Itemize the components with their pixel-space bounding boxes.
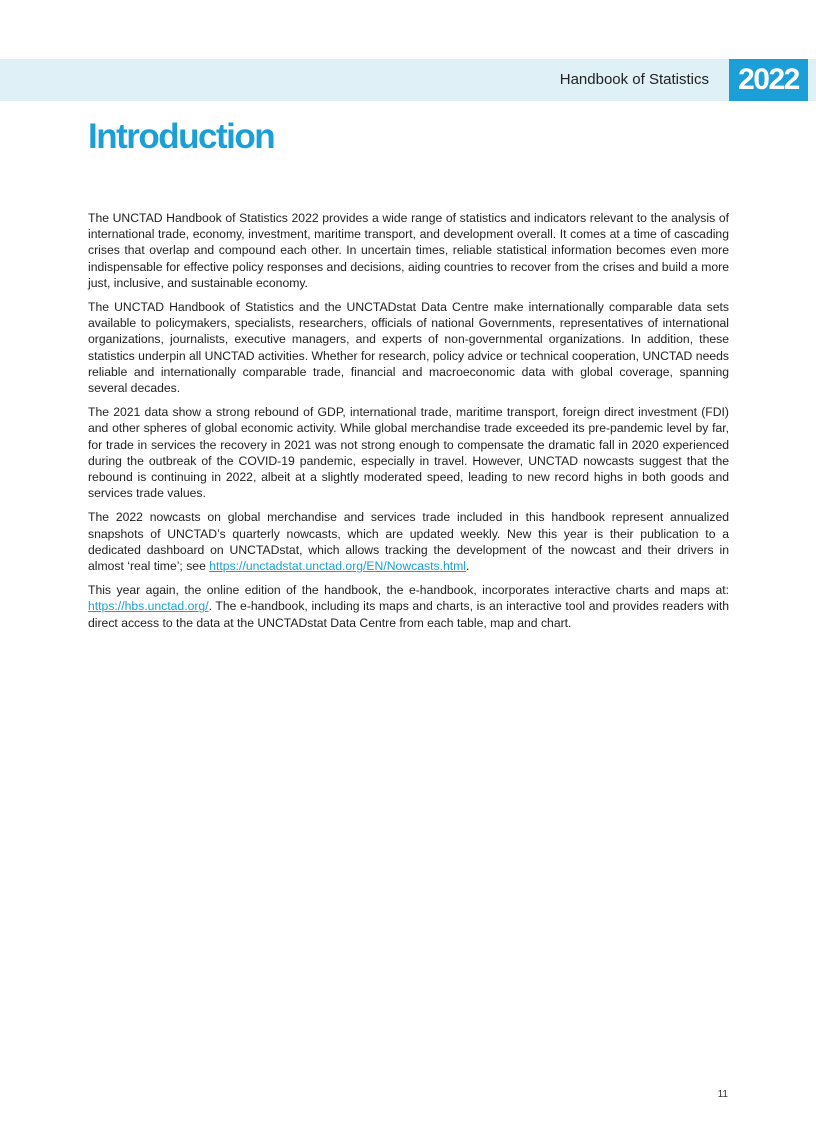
paragraph-4-text: The 2022 nowcasts on global merchandise and services trade included in this handbook represent annualized snapshots of UNCTAD’s quarterly nowcasts, which are updated weekly. New this year is their publication to a dedicated dashboard on UNCTADstat, which allows tracking the development of the nowcast and their drivers in almost ‘real time’; see: [88, 510, 729, 574]
paragraph-2: The UNCTAD Handbook of Statistics and the UNCTADstat Data Centre make internationally comparable data sets available to policymakers, specialists, researchers, officials of national Governments, representatives of international organizations, journalists, executive managers, and experts of non-governmental organizations. In addition, these statistics underpin all UNCTAD activities. Whether for research, policy advice or technical cooperation, UNCTAD needs reliable and internationally comparable trade, financial and macroeconomic data with global coverage, spanning several decades.: [88, 300, 729, 396]
paragraph-4-end: .: [466, 559, 470, 574]
year-badge: 2022: [729, 59, 808, 101]
header-title: Handbook of Statistics: [559, 71, 709, 88]
body-text: [88, 210, 729, 639]
nowcasts-link[interactable]: https://unctadstat.unctad.org/EN/Nowcasts.html: [209, 559, 466, 574]
paragraph-4: [88, 509, 729, 574]
paragraph-5-text: This year again, the online edition of the handbook, the e-handbook, incorporates interactive charts and maps at:: [88, 583, 729, 598]
paragraph-3: The 2021 data show a strong rebound of GDP, international trade, maritime transport, foreign direct investment (FDI) and other spheres of global economic activity. While global merchandise trade exceeded its pre-pandemic level by far, for trade in services the recovery in 2021 was not strong enough to compensate the dramatic fall in 2020 experienced during the outbreak of the COVID-19 pandemic, especially in travel. However, UNCTAD nowcasts suggest that the rebound is continuing in 2022, albeit at a slightly moderated speed, leading to new record highs in both goods and services trade values.: [88, 405, 729, 501]
e-handbook-link[interactable]: https://hbs.unctad.org/: [88, 599, 209, 614]
page-title: Introduction: [88, 117, 275, 156]
paragraph-5: [88, 582, 729, 631]
page-number: 11: [717, 1089, 728, 1100]
paragraph-1: The UNCTAD Handbook of Statistics 2022 provides a wide range of statistics and indicators relevant to the analysis of international trade, economy, investment, maritime transport, and development overall. It comes at a time of cascading crises that overlap and compound each other. In uncertain times, reliable statistical information becomes even more indispensable for effective policy responses and decisions, aiding countries to recover from the crises and build a more just, inclusive, and sustainable economy.: [88, 211, 729, 290]
paragraph-5-end: . The e-handbook, including its maps and charts, is an interactive tool and provides readers with direct access to the data at the UNCTADstat Data Centre from each table, map and chart.: [88, 599, 729, 630]
